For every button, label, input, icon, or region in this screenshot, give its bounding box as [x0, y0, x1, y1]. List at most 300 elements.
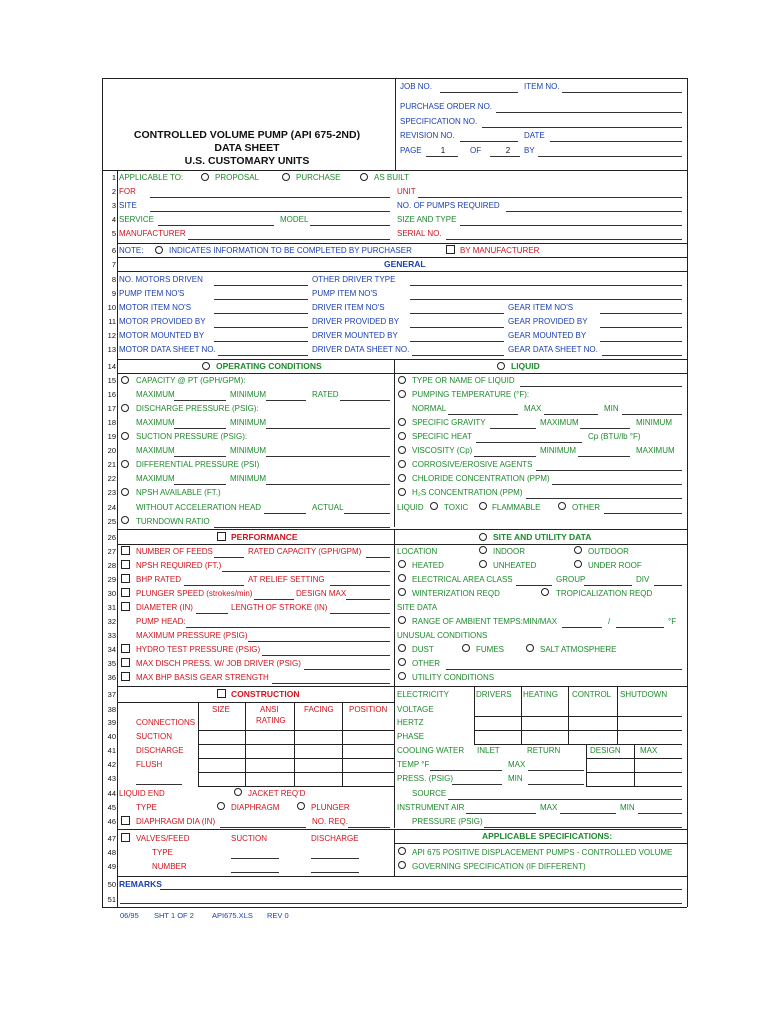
- note-label: NOTE:: [119, 246, 144, 255]
- specific-gravity-field[interactable]: [490, 428, 536, 429]
- electrical-area-label: ELECTRICAL AREA CLASS: [412, 575, 513, 584]
- chloride-field[interactable]: [552, 484, 682, 485]
- capacity-minimum-field[interactable]: [266, 400, 306, 401]
- util-grid-line: [474, 716, 682, 717]
- capacity-rated-label: RATED: [312, 390, 339, 399]
- motor-provided-by-field[interactable]: [214, 327, 308, 328]
- differential-minimum-field[interactable]: [266, 484, 390, 485]
- valve-number-suction-field[interactable]: [231, 872, 279, 873]
- utility-conditions-radio[interactable]: [398, 672, 406, 680]
- differential-pressure-radio[interactable]: [121, 460, 129, 468]
- cooling-water-label: COOLING WATER: [397, 746, 465, 755]
- revision-no-label: REVISION NO.: [400, 131, 455, 140]
- row-number: 47: [107, 834, 116, 843]
- row-number: 6: [111, 246, 116, 255]
- cp-unit-label: Cp (BTU/lb °F): [588, 432, 641, 441]
- tropicalization-radio[interactable]: [541, 588, 549, 596]
- pumping-temp-radio[interactable]: [398, 390, 406, 398]
- plunger-speed-checkbox[interactable]: [121, 588, 130, 597]
- discharge-minimum-label: MINIMUM: [230, 418, 266, 427]
- site-utility-radio[interactable]: [479, 533, 487, 541]
- npsh-required-checkbox[interactable]: [121, 560, 130, 569]
- revision-no-field[interactable]: [460, 141, 518, 142]
- footer-rev: REV 0: [267, 911, 289, 920]
- actual-label: ACTUAL: [312, 503, 344, 512]
- purchase-order-label: PURCHASE ORDER NO.: [400, 102, 493, 111]
- ambient-max-field[interactable]: [616, 627, 664, 628]
- suction-minimum-field[interactable]: [266, 456, 390, 457]
- flush-label: FLUSH: [136, 760, 163, 769]
- gear-item-nos-field[interactable]: [600, 313, 682, 314]
- no-motors-driven-field[interactable]: [214, 285, 308, 286]
- air-min-field[interactable]: [638, 813, 682, 814]
- row-number: 23: [107, 488, 116, 497]
- stroke-length-label: LENGTH OF STROKE (IN): [231, 603, 328, 612]
- diameter-checkbox[interactable]: [121, 602, 130, 611]
- pump-item-nos-field[interactable]: [214, 299, 308, 300]
- suction-pressure-radio[interactable]: [121, 432, 129, 440]
- discharge-maximum-label: MAXIMUM: [136, 418, 175, 427]
- connections-label: CONNECTIONS: [136, 718, 196, 727]
- sg-maximum-field[interactable]: [580, 428, 630, 429]
- driver-data-sheet-field[interactable]: [412, 355, 504, 356]
- relief-setting-label: AT RELIEF SETTING: [248, 575, 325, 584]
- temp-f-field[interactable]: [430, 770, 502, 771]
- as-built-radio[interactable]: [360, 173, 368, 181]
- capacity-minimum-label: MINIMUM: [230, 390, 266, 399]
- row-number: 32: [107, 617, 116, 626]
- row-number: 33: [107, 631, 116, 640]
- site-label: SITE: [119, 201, 137, 210]
- hydro-test-checkbox[interactable]: [121, 644, 130, 653]
- liquid-heading: LIQUID: [511, 361, 540, 371]
- npsh-required-field[interactable]: [222, 571, 390, 572]
- bhp-rated-checkbox[interactable]: [121, 574, 130, 583]
- diaphragm-dia-checkbox[interactable]: [121, 816, 130, 825]
- by-label: BY: [524, 146, 535, 155]
- max-pressure-field[interactable]: [248, 641, 390, 642]
- row-number: 39: [107, 718, 116, 727]
- performance-heading: PERFORMANCE: [231, 532, 298, 542]
- footer-date: 06/95: [120, 911, 139, 920]
- return-label: RETURN: [527, 746, 561, 755]
- conn-grid-line: [198, 772, 394, 773]
- row-number: 14: [107, 362, 116, 371]
- dust-radio[interactable]: [398, 644, 406, 652]
- other-driver-type-field[interactable]: [410, 285, 682, 286]
- gear-mounted-by-field[interactable]: [600, 341, 682, 342]
- npsh-available-label: NPSH AVAILABLE (FT.): [136, 488, 221, 497]
- h2s-field[interactable]: [526, 498, 682, 499]
- item-no-field[interactable]: [562, 92, 682, 93]
- driver-item-nos-label: DRIVER ITEM NO'S: [312, 303, 385, 312]
- liquid-radio[interactable]: [497, 362, 505, 370]
- design-max-field[interactable]: [346, 599, 390, 600]
- row-number: 21: [107, 460, 116, 469]
- position-col-label: POSITION: [349, 705, 388, 714]
- row-rule: [117, 257, 687, 258]
- other-condition-radio[interactable]: [398, 658, 406, 666]
- salt-atmosphere-radio[interactable]: [526, 644, 534, 652]
- unheated-label: UNHEATED: [493, 561, 537, 570]
- heated-label: HEATED: [412, 561, 444, 570]
- row-number: 9: [111, 289, 116, 298]
- row-number: 13: [107, 345, 116, 354]
- differential-maximum-label: MAXIMUM: [136, 474, 175, 483]
- capacity-label: CAPACITY @ PT (GPH/GPM):: [136, 376, 246, 385]
- api675-radio[interactable]: [398, 847, 406, 855]
- suction-minimum-label: MINIMUM: [230, 446, 266, 455]
- remarks-field-1[interactable]: [160, 889, 682, 890]
- rated-capacity-field[interactable]: [366, 557, 390, 558]
- diaphragm-radio[interactable]: [217, 802, 225, 810]
- ambient-min-field[interactable]: [562, 627, 602, 628]
- valve-type-suction-field[interactable]: [231, 858, 279, 859]
- row-rule: [117, 271, 687, 272]
- row-number: 42: [107, 760, 116, 769]
- discharge-maximum-field[interactable]: [174, 428, 226, 429]
- size-type-label: SIZE AND TYPE: [397, 215, 457, 224]
- discharge-pressure-radio[interactable]: [121, 404, 129, 412]
- valve-type-label: TYPE: [152, 848, 173, 857]
- row-rule: [117, 876, 687, 877]
- of-field[interactable]: [490, 156, 520, 157]
- ambient-temps-radio[interactable]: [398, 616, 406, 624]
- row-number: 11: [108, 317, 116, 326]
- driver-mounted-by-label: DRIVER MOUNTED BY: [312, 331, 398, 340]
- max-disch-press-field[interactable]: [304, 669, 390, 670]
- turndown-radio[interactable]: [121, 516, 129, 524]
- location-label: LOCATION: [397, 547, 438, 556]
- driver-mounted-by-field[interactable]: [410, 341, 504, 342]
- viscosity-minimum-label: MINIMUM: [540, 446, 576, 455]
- max-bhp-gear-label: MAX BHP BASIS GEAR STRENGTH: [136, 673, 269, 682]
- job-no-field[interactable]: [440, 92, 518, 93]
- stroke-length-field[interactable]: [330, 613, 390, 614]
- suction-pressure-label: SUCTION PRESSURE (PSIG):: [136, 432, 248, 441]
- unusual-conditions-label: UNUSUAL CONDITIONS: [397, 631, 488, 640]
- driver-provided-by-field[interactable]: [410, 327, 504, 328]
- temp-min-field[interactable]: [622, 414, 682, 415]
- util-grid-line: [474, 730, 682, 731]
- actual-field[interactable]: [344, 513, 390, 514]
- corrosive-agents-label: CORROSIVE/EROSIVE AGENTS: [412, 460, 533, 469]
- discharge-pressure-label: DISCHARGE PRESSURE (PSIG):: [136, 404, 259, 413]
- motor-item-nos-field[interactable]: [214, 313, 308, 314]
- motor-mounted-by-field[interactable]: [214, 341, 308, 342]
- date-field[interactable]: [550, 141, 682, 142]
- page-value: 1: [440, 146, 446, 155]
- indoor-radio[interactable]: [479, 546, 487, 554]
- corrosive-agents-field[interactable]: [536, 470, 682, 471]
- row-number: 25: [107, 517, 116, 526]
- fumes-label: FUMES: [476, 645, 504, 654]
- max-pressure-label: MAXIMUM PRESSURE (PSIG): [136, 631, 248, 640]
- liquid-type-field[interactable]: [520, 386, 682, 387]
- row-43-field[interactable]: [136, 784, 182, 785]
- liquid-type-radio[interactable]: [398, 376, 406, 384]
- specific-heat-label: SPECIFIC HEAT: [412, 432, 472, 441]
- winterization-label: WINTERIZATION REQD: [412, 589, 500, 598]
- ambient-unit: °F: [668, 617, 677, 626]
- npsh-available-radio[interactable]: [121, 488, 129, 496]
- sg-minimum-label: MINIMUM: [636, 418, 672, 427]
- api675-label: API 675 POSITIVE DISPLACEMENT PUMPS - CONTROLLED VOLUME: [412, 848, 673, 857]
- valves-feed-checkbox[interactable]: [121, 833, 130, 842]
- viscosity-field[interactable]: [474, 456, 536, 457]
- service-field[interactable]: [158, 225, 274, 226]
- specific-heat-radio[interactable]: [398, 432, 406, 440]
- flammable-label: FLAMMABLE: [492, 503, 541, 512]
- valve-number-discharge-field[interactable]: [311, 872, 359, 873]
- purchase-radio[interactable]: [282, 173, 290, 181]
- h2s-radio[interactable]: [398, 488, 406, 496]
- cw-temp-max-field[interactable]: [528, 770, 584, 771]
- row-number: 4: [111, 215, 116, 224]
- gear-mounted-by-label: GEAR MOUNTED BY: [508, 331, 587, 340]
- governing-spec-radio[interactable]: [398, 861, 406, 869]
- motor-item-nos-label: MOTOR ITEM NO'S: [119, 303, 192, 312]
- discharge-conn-label: DISCHARGE: [136, 746, 184, 755]
- chloride-radio[interactable]: [398, 474, 406, 482]
- note-purchaser-text: INDICATES INFORMATION TO BE COMPLETED BY PURCHASER: [169, 246, 412, 255]
- construction-heading: CONSTRUCTION: [231, 689, 300, 699]
- source-label: SOURCE: [412, 789, 447, 798]
- plunger-label: PLUNGER: [311, 803, 350, 812]
- winterization-radio[interactable]: [398, 588, 406, 596]
- air-max-field[interactable]: [560, 813, 616, 814]
- pump-item-nos-label-2: PUMP ITEM NO'S: [312, 289, 378, 298]
- heated-radio[interactable]: [398, 560, 406, 568]
- performance-checkbox[interactable]: [217, 532, 226, 541]
- row-number: 36: [107, 673, 116, 682]
- instrument-air-field[interactable]: [466, 813, 536, 814]
- liquid-type-label: TYPE OR NAME OF LIQUID: [412, 376, 515, 385]
- util-grid-line: [521, 686, 522, 744]
- hydro-test-field[interactable]: [262, 655, 390, 656]
- unheated-radio[interactable]: [479, 560, 487, 568]
- purchase-label: PURCHASE: [296, 173, 341, 182]
- row-number: 28: [107, 561, 116, 570]
- suction-maximum-field[interactable]: [174, 456, 226, 457]
- plunger-speed-field[interactable]: [254, 599, 294, 600]
- outdoor-label: OUTDOOR: [588, 547, 629, 556]
- row-rule: [117, 686, 687, 687]
- indoor-label: INDOOR: [493, 547, 525, 556]
- pump-head-label: PUMP HEAD:: [136, 617, 186, 626]
- temp-min-label: MIN: [604, 404, 619, 413]
- cw-press-min-field[interactable]: [528, 784, 584, 785]
- toxic-radio[interactable]: [430, 502, 438, 510]
- row-number: 45: [107, 803, 116, 812]
- cw-press-field[interactable]: [452, 784, 502, 785]
- gear-data-sheet-label: GEAR DATA SHEET NO.: [508, 345, 598, 354]
- util-grid-line: [474, 744, 682, 745]
- row-number: 27: [107, 547, 116, 556]
- heating-label: HEATING: [523, 690, 558, 699]
- row-number: 46: [107, 817, 116, 826]
- fumes-radio[interactable]: [462, 644, 470, 652]
- group-field[interactable]: [584, 585, 632, 586]
- model-field[interactable]: [310, 225, 390, 226]
- max-disch-press-label: MAX DISCH PRESS. W/ JOB DRIVER (PSIG): [136, 659, 301, 668]
- diaphragm-dia-field[interactable]: [220, 827, 306, 828]
- discharge-minimum-field[interactable]: [266, 428, 390, 429]
- cw-temp-max-label: MAX: [508, 760, 526, 769]
- liquid-end-type-label: TYPE: [136, 803, 157, 812]
- temp-normal-field[interactable]: [448, 414, 518, 415]
- jacket-reqd-radio[interactable]: [234, 788, 242, 796]
- specific-gravity-radio[interactable]: [398, 418, 406, 426]
- flammable-radio[interactable]: [479, 502, 487, 510]
- valve-type-discharge-field[interactable]: [311, 858, 359, 859]
- number-of-feeds-field[interactable]: [214, 557, 244, 558]
- construction-checkbox[interactable]: [217, 689, 226, 698]
- row-number: 22: [107, 474, 116, 483]
- pump-item-nos-field-2[interactable]: [410, 299, 682, 300]
- valve-number-label: NUMBER: [152, 862, 187, 871]
- diameter-field[interactable]: [196, 613, 228, 614]
- turndown-label: TURNDOWN RATIO: [136, 517, 210, 526]
- date-label: DATE: [524, 131, 545, 140]
- number-of-feeds-checkbox[interactable]: [121, 546, 130, 555]
- row-number: 18: [107, 418, 116, 427]
- viscosity-radio[interactable]: [398, 446, 406, 454]
- proposal-radio[interactable]: [201, 173, 209, 181]
- model-label: MODEL: [280, 215, 309, 224]
- row-number: 31: [107, 603, 116, 612]
- differential-maximum-field[interactable]: [174, 484, 226, 485]
- gear-provided-by-field[interactable]: [600, 327, 682, 328]
- without-accel-head-label: WITHOUT ACCELERATION HEAD: [136, 503, 262, 512]
- other-hazard-radio[interactable]: [558, 502, 566, 510]
- electrical-area-radio[interactable]: [398, 574, 406, 582]
- remarks-heading: REMARKS: [119, 879, 162, 889]
- viscosity-minimum-field[interactable]: [578, 456, 630, 457]
- manufacturer-field[interactable]: [188, 239, 390, 240]
- row-number: 26: [107, 533, 116, 542]
- specification-no-field[interactable]: [482, 127, 682, 128]
- no-motors-driven-label: NO. MOTORS DRIVEN: [119, 275, 203, 284]
- manufacturer-legend-checkbox: [446, 245, 455, 254]
- plunger-speed-label: PLUNGER SPEED (strokes/min): [136, 589, 253, 598]
- other-hazard-field[interactable]: [604, 513, 682, 514]
- sg-maximum-label: MAXIMUM: [540, 418, 579, 427]
- capacity-rated-field[interactable]: [340, 400, 390, 401]
- row-rule: [117, 359, 687, 360]
- no-req-field[interactable]: [348, 827, 390, 828]
- bhp-rated-label: BHP RATED: [136, 575, 182, 584]
- max-bhp-gear-field[interactable]: [272, 683, 390, 684]
- ansi-col-label: ANSI: [260, 705, 279, 714]
- without-accel-head-field[interactable]: [264, 513, 306, 514]
- other-condition-field[interactable]: [446, 669, 682, 670]
- form-units: U.S. CUSTOMARY UNITS: [184, 155, 310, 167]
- capacity-radio[interactable]: [121, 376, 129, 384]
- h2s-label: H₂S CONCENTRATION (PPM): [412, 488, 523, 497]
- specific-heat-field[interactable]: [476, 442, 582, 443]
- no-pumps-label: NO. OF PUMPS REQUIRED: [397, 201, 500, 210]
- row-rule: [117, 829, 687, 830]
- site-utility-heading: SITE AND UTILITY DATA: [493, 532, 592, 542]
- site-field[interactable]: [150, 211, 390, 212]
- size-type-field[interactable]: [460, 225, 682, 226]
- row-number: 37: [107, 690, 116, 699]
- no-pumps-field[interactable]: [506, 211, 682, 212]
- mid-column-divider: [394, 686, 395, 828]
- max-disch-press-checkbox[interactable]: [121, 658, 130, 667]
- conn-grid-line: [198, 786, 394, 787]
- page-field[interactable]: [426, 156, 458, 157]
- electricity-label: ELECTRICITY: [397, 690, 450, 699]
- temp-max-field[interactable]: [544, 414, 598, 415]
- gear-data-sheet-field[interactable]: [602, 355, 682, 356]
- max-bhp-gear-checkbox[interactable]: [121, 672, 130, 681]
- motor-data-sheet-field[interactable]: [218, 355, 308, 356]
- row-number: 29: [107, 575, 116, 584]
- viscosity-maximum-label: MAXIMUM: [636, 446, 675, 455]
- turndown-field[interactable]: [214, 527, 390, 528]
- corrosive-agents-radio[interactable]: [398, 460, 406, 468]
- gear-provided-by-label: GEAR PROVIDED BY: [508, 317, 588, 326]
- driver-item-nos-field[interactable]: [410, 313, 504, 314]
- capacity-maximum-field[interactable]: [174, 400, 226, 401]
- for-field[interactable]: [150, 197, 390, 198]
- by-field[interactable]: [538, 156, 682, 157]
- conn-grid-line: [198, 744, 394, 745]
- inlet-label: INLET: [477, 746, 500, 755]
- motor-provided-by-label: MOTOR PROVIDED BY: [119, 317, 206, 326]
- serial-no-field[interactable]: [446, 239, 682, 240]
- row-number: 12: [107, 331, 116, 340]
- cw-grid-line: [586, 758, 682, 759]
- air-pressure-field[interactable]: [484, 827, 682, 828]
- row-number: 1: [111, 173, 116, 182]
- footer-file: API675.XLS: [212, 911, 253, 920]
- row-number: 5: [111, 229, 116, 238]
- row-number: 44: [107, 789, 116, 798]
- driver-provided-by-label: DRIVER PROVIDED BY: [312, 317, 400, 326]
- valves-feed-label: VALVES/FEED: [136, 834, 190, 843]
- unit-field[interactable]: [418, 197, 682, 198]
- purchase-order-field[interactable]: [496, 112, 682, 113]
- dust-label: DUST: [412, 645, 434, 654]
- remarks-field-2[interactable]: [120, 903, 682, 904]
- item-no-label: ITEM NO.: [524, 82, 560, 91]
- row-number: 8: [111, 275, 116, 284]
- row-rule: [117, 702, 394, 703]
- operating-conditions-radio[interactable]: [202, 362, 210, 370]
- relief-setting-field[interactable]: [330, 585, 390, 586]
- header-divider: [395, 78, 396, 170]
- pump-head-field[interactable]: [186, 627, 390, 628]
- div-field[interactable]: [654, 585, 682, 586]
- gear-item-nos-label: GEAR ITEM NO'S: [508, 303, 574, 312]
- ambient-temps-label: RANGE OF AMBIENT TEMPS:MIN/MAX: [412, 617, 558, 626]
- site-data-label: SITE DATA: [397, 603, 438, 612]
- design-label: DESIGN: [590, 746, 621, 755]
- phase-label: PHASE: [397, 732, 425, 741]
- source-field[interactable]: [448, 799, 682, 800]
- outdoor-radio[interactable]: [574, 546, 582, 554]
- bhp-rated-field[interactable]: [184, 585, 244, 586]
- hydro-test-label: HYDRO TEST PRESSURE (PSIG): [136, 645, 261, 654]
- plunger-radio[interactable]: [297, 802, 305, 810]
- under-roof-radio[interactable]: [574, 560, 582, 568]
- electrical-area-field[interactable]: [516, 585, 552, 586]
- other-driver-type-label: OTHER DRIVER TYPE: [312, 275, 396, 284]
- row-number: 15: [107, 376, 116, 385]
